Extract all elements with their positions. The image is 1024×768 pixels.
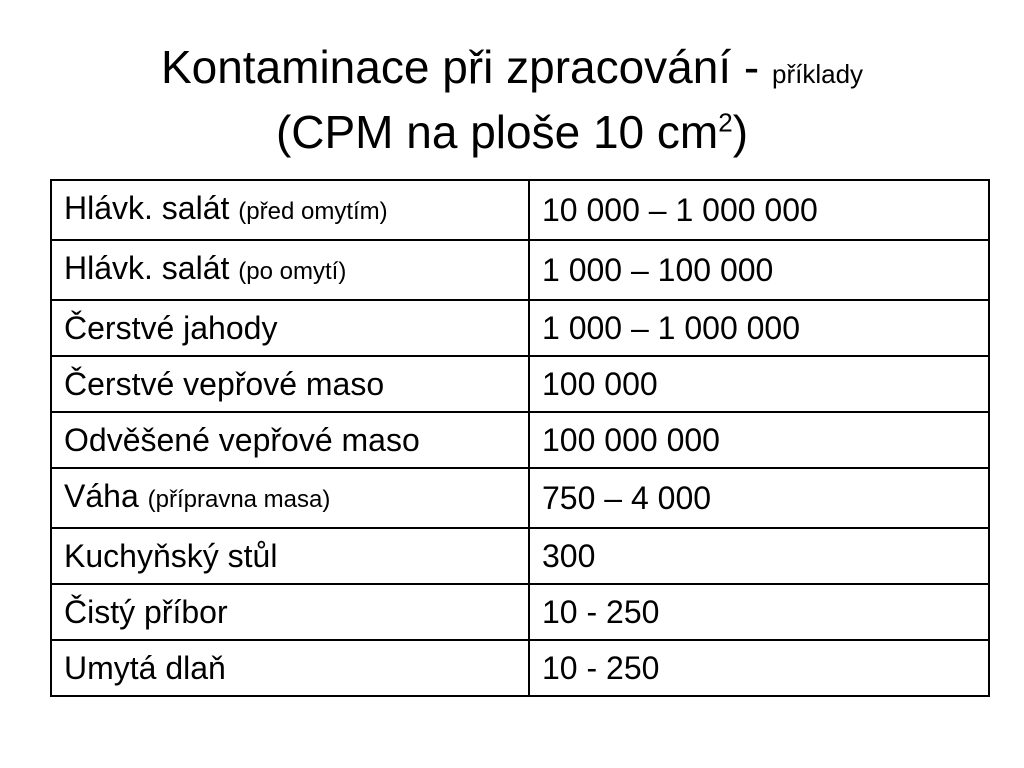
value-cell: 750 – 4 000 bbox=[529, 468, 989, 528]
item-label: Čerstvé jahody bbox=[64, 310, 278, 346]
item-cell bbox=[51, 468, 529, 528]
item-label: Čistý příbor bbox=[64, 594, 228, 630]
item-label: Umytá dlaň bbox=[64, 650, 226, 686]
item-label: Odvěšené vepřové maso bbox=[64, 422, 420, 458]
item-cell bbox=[51, 584, 529, 640]
item-label: Hlávk. salát bbox=[64, 190, 230, 226]
table-row bbox=[51, 584, 989, 640]
contamination-table bbox=[50, 179, 990, 697]
title-suffix: příklady bbox=[772, 59, 864, 89]
value-cell: 10 000 – 1 000 000 bbox=[529, 180, 989, 240]
title-line2-suffix: ) bbox=[732, 106, 749, 158]
item-cell bbox=[51, 412, 529, 468]
item-cell bbox=[51, 356, 529, 412]
item-label: Hlávk. salát bbox=[64, 250, 230, 286]
table-row bbox=[51, 528, 989, 584]
item-cell bbox=[51, 180, 529, 240]
value-cell: 10 - 250 bbox=[529, 640, 989, 696]
table-row bbox=[51, 356, 989, 412]
title-superscript: 2 bbox=[718, 107, 733, 138]
value-cell: 100 000 000 bbox=[529, 412, 989, 468]
item-note: (přípravna masa) bbox=[147, 486, 331, 513]
table-row bbox=[51, 300, 989, 356]
title-main: Kontaminace při zpracování - bbox=[160, 41, 760, 93]
item-cell bbox=[51, 240, 529, 300]
value-cell: 1 000 – 1 000 000 bbox=[529, 300, 989, 356]
slide-title bbox=[0, 38, 1024, 161]
item-cell bbox=[51, 640, 529, 696]
table-row bbox=[51, 180, 989, 240]
item-label: Čerstvé vepřové maso bbox=[64, 366, 385, 402]
item-cell bbox=[51, 528, 529, 584]
value-cell: 100 000 bbox=[529, 356, 989, 412]
value-cell: 10 - 250 bbox=[529, 584, 989, 640]
item-cell bbox=[51, 300, 529, 356]
title-line-2 bbox=[0, 103, 1024, 161]
table-row bbox=[51, 240, 989, 300]
item-note: (před omytím) bbox=[238, 198, 388, 225]
value-cell: 300 bbox=[529, 528, 989, 584]
title-line2-prefix: (CPM na ploše 10 cm bbox=[275, 106, 719, 158]
item-note: (po omytí) bbox=[238, 258, 347, 285]
item-label: Váha bbox=[64, 478, 139, 514]
value-cell: 1 000 – 100 000 bbox=[529, 240, 989, 300]
title-line-1 bbox=[0, 38, 1024, 103]
table-row bbox=[51, 412, 989, 468]
item-label: Kuchyňský stůl bbox=[64, 538, 278, 574]
table-row bbox=[51, 640, 989, 696]
table-row bbox=[51, 468, 989, 528]
